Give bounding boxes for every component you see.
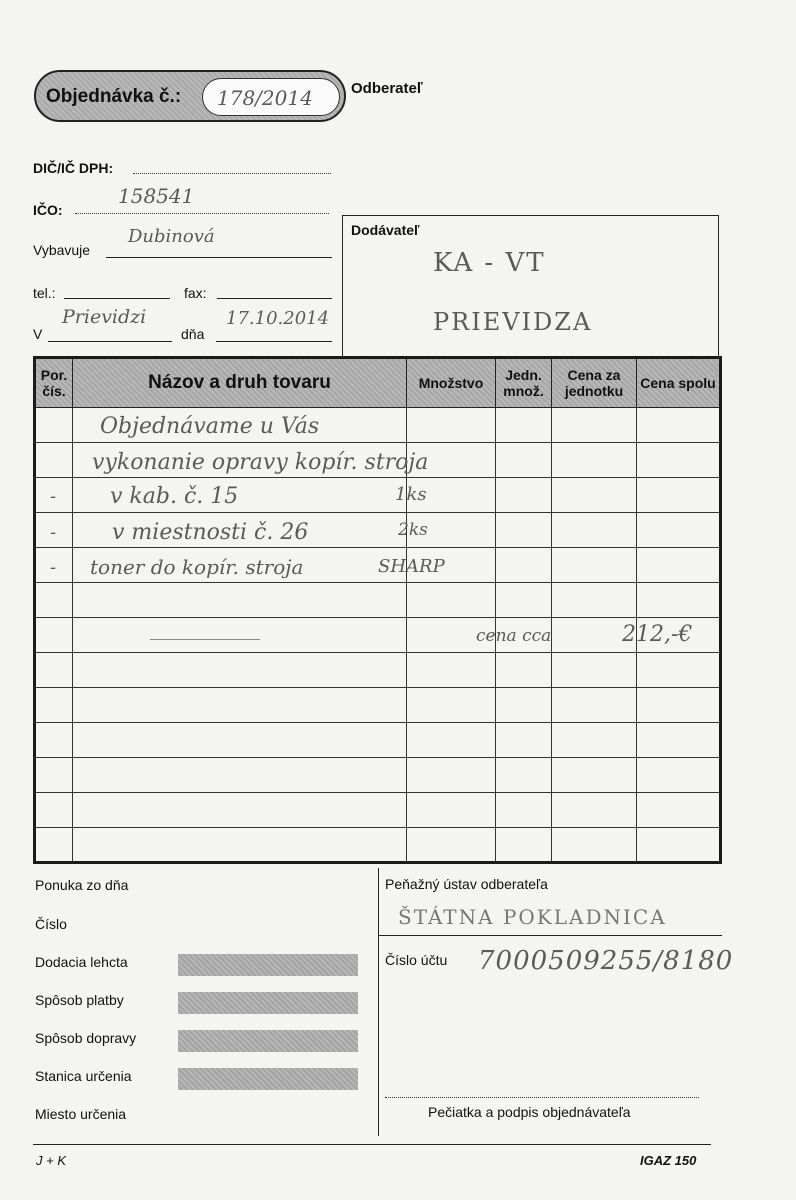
- cell-unit-price[interactable]: [552, 758, 637, 793]
- place-value: Prievidzi: [62, 306, 147, 328]
- ico-label: IČO:: [33, 202, 63, 218]
- cell-total[interactable]: [637, 723, 721, 758]
- payment-label: Spôsob platby: [35, 992, 124, 1008]
- table-row[interactable]: [35, 618, 721, 653]
- cell-unit[interactable]: [496, 478, 552, 513]
- cell-number[interactable]: [35, 688, 73, 723]
- cell-number[interactable]: [35, 723, 73, 758]
- cell-name[interactable]: [73, 688, 407, 723]
- cell-unit-price[interactable]: [552, 723, 637, 758]
- signature-label: Pečiatka a podpis objednávateľa: [428, 1104, 631, 1120]
- row-5-number: -: [50, 557, 57, 578]
- cell-number[interactable]: [35, 758, 73, 793]
- handwritten-stroke: [150, 639, 260, 640]
- cell-quantity[interactable]: [407, 583, 496, 618]
- tel-label: tel.:: [33, 285, 56, 301]
- cell-unit[interactable]: [496, 513, 552, 548]
- cell-quantity[interactable]: [407, 723, 496, 758]
- account-label: Číslo účtu: [385, 952, 448, 968]
- date-value: 17.10.2014: [226, 308, 330, 329]
- number-label: Číslo: [35, 916, 67, 932]
- fax-label: fax:: [184, 285, 207, 301]
- date-label: dňa: [181, 326, 205, 342]
- customer-heading: Odberateľ: [351, 80, 423, 97]
- cell-quantity[interactable]: [407, 653, 496, 688]
- table-header-row: [35, 358, 721, 408]
- ico-field[interactable]: [75, 200, 329, 214]
- row-5-quantity: SHARP: [378, 556, 445, 577]
- cell-number[interactable]: [35, 653, 73, 688]
- place-field[interactable]: [48, 328, 172, 342]
- cell-unit-price[interactable]: [552, 513, 637, 548]
- table-row[interactable]: [35, 828, 721, 863]
- cell-unit[interactable]: [496, 688, 552, 723]
- fax-field[interactable]: [217, 285, 332, 299]
- order-label: Objednávka č.:: [46, 86, 182, 107]
- cell-total[interactable]: [637, 583, 721, 618]
- table-row[interactable]: [35, 723, 721, 758]
- cell-total[interactable]: [637, 758, 721, 793]
- row-4-name: v miestnosti č. 26: [112, 520, 309, 545]
- cell-unit[interactable]: [496, 548, 552, 583]
- cell-unit-price[interactable]: [552, 548, 637, 583]
- cell-unit-price[interactable]: [552, 828, 637, 863]
- transport-label: Spôsob dopravy: [35, 1030, 137, 1046]
- cell-number[interactable]: [35, 443, 73, 478]
- account-value: 7000509255/8180: [478, 946, 734, 976]
- form-code: IGAZ 150: [640, 1153, 697, 1168]
- cell-unit-price[interactable]: [552, 408, 637, 443]
- cell-unit-price[interactable]: [552, 443, 637, 478]
- row-4-quantity: 2ks: [398, 520, 428, 540]
- col-header-unit-price: Cena za jednotku: [552, 358, 637, 408]
- cell-number[interactable]: [35, 618, 73, 653]
- col-header-total: Cena spolu: [637, 358, 721, 408]
- cell-number[interactable]: [35, 408, 73, 443]
- col-header-number: Por. čís.: [35, 358, 73, 408]
- cell-unit[interactable]: [496, 828, 552, 863]
- cell-unit[interactable]: [496, 443, 552, 478]
- cell-unit[interactable]: [496, 758, 552, 793]
- table-row[interactable]: [35, 793, 721, 828]
- place-label: V: [33, 326, 43, 342]
- handled-label: Vybavuje: [33, 242, 91, 258]
- cell-unit-price[interactable]: [552, 688, 637, 723]
- cell-total[interactable]: [637, 478, 721, 513]
- supplier-name: KA - VT: [433, 248, 546, 278]
- cell-total[interactable]: [637, 513, 721, 548]
- tel-field[interactable]: [64, 285, 170, 299]
- cell-total[interactable]: [637, 793, 721, 828]
- cell-quantity[interactable]: [407, 793, 496, 828]
- cell-unit-price[interactable]: [552, 583, 637, 618]
- publisher-mark: J + K: [36, 1153, 66, 1168]
- cell-unit[interactable]: [496, 793, 552, 828]
- signature-field[interactable]: [385, 1084, 699, 1098]
- order-number-value: 178/2014: [217, 86, 313, 110]
- cell-unit[interactable]: [496, 408, 552, 443]
- ico-value: 158541: [118, 184, 195, 208]
- dic-label: DIČ/IČ DPH:: [33, 160, 114, 176]
- cell-name[interactable]: [73, 828, 407, 863]
- cell-total[interactable]: [637, 688, 721, 723]
- cell-unit[interactable]: [496, 723, 552, 758]
- supplier-city: PRIEVIDZA: [433, 308, 593, 336]
- col-header-quantity: Množstvo: [407, 358, 496, 408]
- order-number-pill: [34, 70, 346, 122]
- cell-total[interactable]: [637, 828, 721, 863]
- cell-quantity[interactable]: [407, 688, 496, 723]
- cell-name[interactable]: [73, 793, 407, 828]
- supplier-box[interactable]: [342, 215, 719, 358]
- cell-quantity[interactable]: [407, 758, 496, 793]
- cell-total[interactable]: [637, 408, 721, 443]
- row-3-quantity: 1ks: [395, 484, 427, 505]
- payment-field[interactable]: [178, 992, 358, 1014]
- cell-name[interactable]: [73, 758, 407, 793]
- row-5-name: toner do kopír. stroja: [90, 555, 304, 579]
- table-row[interactable]: [35, 758, 721, 793]
- row-1-name: Objednávame u Vás: [100, 414, 320, 439]
- table-row[interactable]: [35, 583, 721, 618]
- destination-label: Miesto určenia: [35, 1106, 127, 1122]
- row-7-total: 212,-€: [622, 622, 693, 647]
- transport-field[interactable]: [178, 1030, 358, 1052]
- cell-unit-price[interactable]: [552, 478, 637, 513]
- handled-value: Dubinová: [128, 226, 215, 247]
- cell-name[interactable]: [73, 723, 407, 758]
- cell-number[interactable]: [35, 828, 73, 863]
- cell-quantity[interactable]: [407, 408, 496, 443]
- row-3-name: v kab. č. 15: [110, 484, 239, 509]
- dic-field[interactable]: [133, 160, 331, 174]
- cell-total[interactable]: [637, 653, 721, 688]
- cell-unit-price[interactable]: [552, 653, 637, 688]
- bottom-rule: [33, 1144, 711, 1145]
- station-field[interactable]: [178, 1068, 358, 1090]
- cell-quantity[interactable]: [407, 828, 496, 863]
- cell-total[interactable]: [637, 443, 721, 478]
- cell-unit[interactable]: [496, 653, 552, 688]
- col-header-name: Názov a druh tovaru: [73, 358, 407, 408]
- cell-total[interactable]: [637, 548, 721, 583]
- cell-unit-price[interactable]: [552, 793, 637, 828]
- cell-name[interactable]: [73, 653, 407, 688]
- row-2-name: vykonanie opravy kopír. stroja: [92, 450, 429, 475]
- row-7-unit-price: cena cca: [476, 626, 552, 646]
- table-row[interactable]: [35, 653, 721, 688]
- col-header-unit: Jedn. množ.: [496, 358, 552, 408]
- delivery-label: Dodacia lehcta: [35, 954, 128, 970]
- order-number-field[interactable]: [202, 78, 340, 116]
- cell-number[interactable]: [35, 793, 73, 828]
- cell-name[interactable]: [73, 618, 407, 653]
- bank-underline: [378, 935, 722, 936]
- bank-label: Peňažný ústav odberateľa: [385, 876, 548, 892]
- supplier-label: Dodávateľ: [351, 222, 420, 238]
- date-field[interactable]: [216, 328, 332, 342]
- footer-divider: [378, 868, 379, 1136]
- bank-value: ŠTÁTNA POKLADNICA: [398, 905, 667, 929]
- delivery-field[interactable]: [178, 954, 358, 976]
- row-4-number: -: [50, 522, 57, 543]
- cell-unit[interactable]: [496, 583, 552, 618]
- row-3-number: -: [50, 486, 57, 507]
- cell-number[interactable]: [35, 583, 73, 618]
- cell-name[interactable]: [73, 583, 407, 618]
- offer-label: Ponuka zo dňa: [35, 877, 129, 893]
- table-row[interactable]: [35, 688, 721, 723]
- station-label: Stanica určenia: [35, 1068, 132, 1084]
